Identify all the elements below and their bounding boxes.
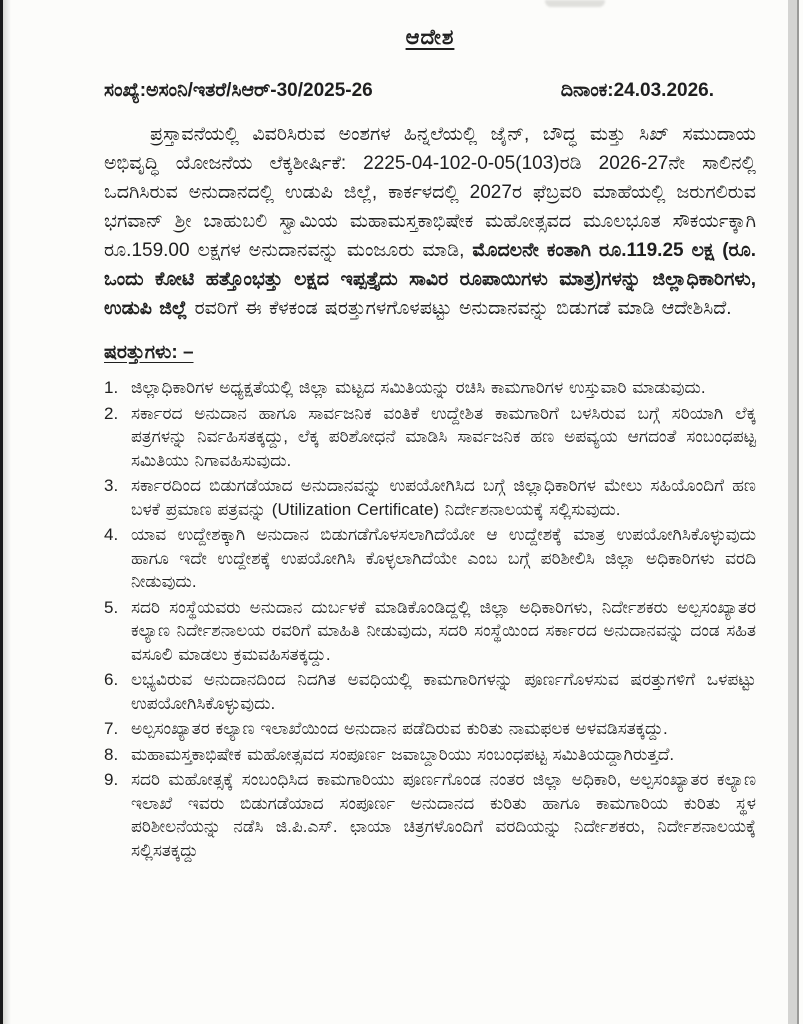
condition-item xyxy=(104,474,756,521)
condition-number: 8. xyxy=(104,744,119,764)
conditions-heading: ಷರತ್ತುಗಳು: – xyxy=(104,342,194,363)
title-row xyxy=(104,26,756,50)
conditions-list xyxy=(104,376,756,862)
condition-item xyxy=(104,717,756,741)
condition-number: 6. xyxy=(104,670,119,689)
condition-number: 1. xyxy=(104,378,119,397)
condition-number: 4. xyxy=(104,525,119,544)
scan-right-band xyxy=(788,0,797,1024)
reference-number: ಸಂಖ್ಯೆ:ಅಸಂನಿ/ಇತರೆ/ಸಿಆರ್-30/2025-26 xyxy=(104,80,373,101)
order-paragraph-post: ರವರಿಗೆ ಈ ಕೆಳಕಂಡ ಷರತ್ತುಗಳಗೊಳಪಟ್ಟು ಅನುದಾನವನ್ನು ಬಿಡುಗಡೆ ಮಾಡಿ ಆದೇಶಿಸಿದೆ. xyxy=(194,298,732,319)
condition-item xyxy=(104,596,756,667)
condition-item xyxy=(104,668,756,715)
condition-item xyxy=(104,743,756,767)
condition-text: ಸದರಿ ಮಹೋತ್ಸಕ್ಕೆ ಸಂಬಂಧಿಸಿದ ಕಾಮಗಾರಿಯು ಪೂರ್ಣಗೊಂಡ ನಂತರ ಜಿಲ್ಲಾ ಅಧಿಕಾರಿ, ಅಲ್ಪಸಂಖ್ಯಾತರ ಕಲ್ಯಾಣ ಇಲಾಖೆ ಇವರು ಬಿಡುಗಡೆಯಾದ ಸಂಪೂರ್ಣ ಅನುದಾನದ ಕುರಿತು ಹಾಗೂ ಕಾಮಗಾರಿಯ ಕುರಿತು ಸ್ಥಳ ಪರಿಶೀಲನೆಯನ್ನು ನಡೆಸಿ ಜಿ.ಪಿ.ಎಸ್. ಛಾಯಾ ಚಿತ್ರಗಳೊಂದಿಗೆ ವರದಿಯನ್ನು ನಿರ್ದೇಶಕರು, ನಿರ್ದೇಶನಾಲಯಕ್ಕೆ ಸಲ್ಲಿಸತಕ್ಕದ್ದು xyxy=(131,770,756,860)
condition-item xyxy=(104,376,756,400)
scan-right-edge-line xyxy=(797,0,799,1024)
condition-item xyxy=(104,523,756,594)
condition-number: 3. xyxy=(104,476,119,495)
meta-row xyxy=(104,80,756,102)
condition-text: ಜಿಲ್ಲಾಧಿಕಾರಿಗಳ ಅಧ್ಯಕ್ಷತೆಯಲ್ಲಿ ಜಿಲ್ಲಾ ಮಟ್ಟದ ಸಮಿತಿಯನ್ನು ರಚಿಸಿ ಕಾಮಗಾರಿಗಳ ಉಸ್ತುವಾರಿ ಮಾಡುವುದು. xyxy=(131,378,706,397)
order-title: ಆದೇಶ xyxy=(405,26,455,49)
order-paragraph-bold-amount: ಮೊದಲನೇ ಕಂತಾಗಿ ರೂ.119.25 ಲಕ್ಷ (ರೂ. ಒಂದು ಕೋಟಿ ಹತ್ತೊಂಭತ್ತು ಲಕ್ಷದ ಇಪ್ಪತ್ತೈದು ಸಾವಿರ ರೂಪಾಯಿಗಳು ಮಾತ್ರ)ಗಳನ್ನು ಜಿಲ್ಲಾಧಿಕಾರಿಗಳು, ಉಡುಪಿ ಜಿಲ್ಲೆ xyxy=(104,240,757,319)
order-paragraph-pre: ಪ್ರಸ್ತಾವನೆಯಲ್ಲಿ ವಿವರಿಸಿರುವ ಅಂಶಗಳ ಹಿನ್ನಲೆಯಲ್ಲಿ ಜೈನ್, ಬೌದ್ಧ ಮತ್ತು ಸಿಖ್ ಸಮುದಾಯ ಅಭಿವೃದ್ಧಿ ಯೋಜನೆಯ ಲೆಕ್ಕಶೀರ್ಷಿಕೆ: 2225-04-102-0-05(103)ರಡಿ 2026-27ನೇ ಸಾಲಿನಲ್ಲಿ ಒದಗಿಸಿರುವ ಅನುದಾನದಲ್ಲಿ ಉಡುಪಿ ಜಿಲ್ಲೆ, ಕಾರ್ಕಳದಲ್ಲಿ 2027ರ ಫೆಬ್ರವರಿ ಮಾಹೆಯಲ್ಲಿ ಜರುಗಲಿರುವ ಭಗವಾನ್ ಶ್ರೀ ಬಾಹುಬಲಿ ಸ್ವಾಮಿಯ ಮಹಾಮಸ್ತಕಾಭಿಷೇಕ ಮಹೋತ್ಸವದ ಮೂಲಭೂತ ಸೌಕರ್ಯಕ್ಕಾಗಿ ರೂ.159.00 ಲಕ್ಷಗಳ ಅನುದಾನವನ್ನು ಮಂಜೂರು ಮಾಡಿ, xyxy=(104,124,756,261)
order-paragraph xyxy=(104,120,756,323)
condition-text: ಯಾವ ಉದ್ದೇಶಕ್ಕಾಗಿ ಅನುದಾನ ಬಿಡುಗಡೆಗೊಳಸಲಾಗಿದೆಯೋ ಆ ಉದ್ದೇಶಕ್ಕೆ ಮಾತ್ರ ಉಪಯೋಗಿಸಿಕೊಳ್ಳುವುದು ಹಾಗೂ ಇದೇ ಉದ್ದೇಶಕ್ಕೆ ಉಪಯೋಗಿಸಿ ಕೊಳ್ಳಲಾಗಿದೆಯೇ ಎಂಬ ಬಗ್ಗೆ ಪರಿಶೀಲಿಸಿ ಜಿಲ್ಲಾ ಅಧಿಕಾರಿಗಳು ವರದಿ ನೀಡುವುದು. xyxy=(131,525,756,591)
condition-item xyxy=(104,768,756,862)
condition-number: 7. xyxy=(104,719,119,738)
condition-text: ಲಭ್ಯವಿರುವ ಅನುದಾನದಿಂದ ನಿದಗಿತ ಅವಧಿಯಲ್ಲಿ ಕಾಮಗಾರಿಗಳನ್ನು ಪೂರ್ಣಗೊಳಸುವ ಷರತ್ತುಗಳಿಗೆ ಒಳಪಟ್ಟು ಉಪಯೋಗಿಸಿಕೊಳ್ಳುವುದು. xyxy=(131,670,756,713)
condition-text: ಸರ್ಕಾರದಿಂದ ಬಿಡುಗಡೆಯಾದ ಅನುದಾನವನ್ನು ಉಪಯೋಗಿಸಿದ ಬಗ್ಗೆ ಜಿಲ್ಲಾಧಿಕಾರಿಗಳ ಮೇಲು ಸಹಿಯೊಂದಿಗೆ ಹಣ ಬಳಕೆ ಪ್ರಮಾಣ ಪತ್ರವನ್ನು (Utilization Certificate) ನಿರ್ದೇಶನಾಲಯಕ್ಕೆ ಸಲ್ಲಿಸುವುದು. xyxy=(131,476,756,519)
scan-left-shadow xyxy=(3,0,11,1024)
condition-number: 5. xyxy=(104,597,119,617)
condition-text: ಅಲ್ಪಸಂಖ್ಯಾತರ ಕಲ್ಯಾಣ ಇಲಾಖೆಯಿಂದ ಅನುದಾನ ಪಡೆದಿರುವ ಕುರಿತು ನಾಮಫಲಕ ಅಳವಡಿಸತಕ್ಕದ್ದು. xyxy=(131,719,668,738)
order-date: ದಿನಾಂಕ:24.03.2026. xyxy=(560,80,714,101)
scan-top-smudge xyxy=(545,0,605,7)
condition-text: ಸದರಿ ಸಂಸ್ಥೆಯವರು ಅನುದಾನ ದುರ್ಬಳಕೆ ಮಾಡಿಕೊಂಡಿದ್ದಲ್ಲಿ ಜಿಲ್ಲಾ ಅಧಿಕಾರಿಗಳು, ನಿರ್ದೇಶಕರು ಅಲ್ಪಸಂಖ್ಯಾತರ ಕಲ್ಯಾಣ ನಿರ್ದೇಶನಾಲಯ ರವರಿಗೆ ಮಾಹಿತಿ ನೀಡುವುದು, ಸದರಿ ಸಂಸ್ಥೆಯಿಂದ ಸರ್ಕಾರದ ಅನುದಾನವನ್ನು ದಂಡ ಸಹಿತ ವಸೂಲಿ ಮಾಡಲು ಕ್ರಮವಹಿಸತಕ್ಕದ್ದು. xyxy=(131,597,756,664)
conditions-heading-row xyxy=(104,342,756,364)
condition-number: 2. xyxy=(104,403,119,423)
condition-text: ಸರ್ಕಾರದ ಅನುದಾನ ಹಾಗೂ ಸಾರ್ವಜನಿಕ ವಂತಿಕೆ ಉದ್ದೇಶಿತ ಕಾಮಗಾರಿಗೆ ಬಳಸಿರುವ ಬಗ್ಗೆ ಸರಿಯಾಗಿ ಲೆಕ್ಕ ಪತ್ರಗಳನ್ನು ನಿರ್ವಹಿಸತಕ್ಕದ್ದು, ಲೆಕ್ಕ ಪರಿಶೋಧನೆ ಮಾಡಿಸಿ ಸಾರ್ವಜನಿಕ ಹಣ ಅಪವ್ಯಯ ಆಗದಂತೆ ಸಂಬಂಧಪಟ್ಟ ಸಮಿತಿಯು ನಿಗಾವಹಿಸುವುದು. xyxy=(131,403,756,470)
condition-number: 9. xyxy=(104,770,119,789)
condition-item xyxy=(104,402,756,473)
document-body xyxy=(104,26,756,864)
condition-text: ಮಹಾಮಸ್ತಕಾಭಿಷೇಕ ಮಹೋತ್ಸವದ ಸಂಪೂರ್ಣ ಜವಾಬ್ದಾರಿಯು ಸಂಬಂಧಪಟ್ಟ ಸಮಿತಿಯದ್ದಾಗಿರುತ್ತದೆ. xyxy=(131,744,675,764)
